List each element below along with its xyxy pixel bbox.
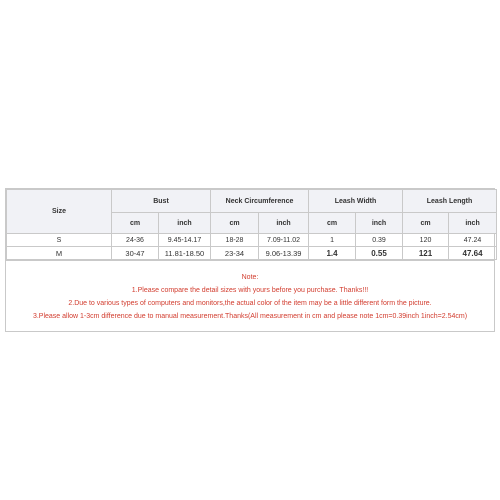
table-cell: 47.24 [449, 234, 497, 247]
size-table [6, 189, 497, 260]
table-cell: 121 [403, 247, 449, 260]
table-cell: 47.64 [449, 247, 497, 260]
size-cell: S [7, 234, 112, 247]
unit-header: cm [309, 213, 356, 234]
unit-header: inch [356, 213, 403, 234]
table-cell: 1.4 [309, 247, 356, 260]
table-cell: 7.09-11.02 [259, 234, 309, 247]
header-leash-width: Leash Width [309, 190, 403, 213]
note-line: 2.Due to various types of computers and monitors,the actual color of the item may be a little different form the picture. [68, 300, 432, 307]
unit-header: inch [259, 213, 309, 234]
table-cell: 11.81-18.50 [159, 247, 211, 260]
table-cell: 0.39 [356, 234, 403, 247]
header-size: Size [7, 190, 112, 234]
table-cell: 18-28 [211, 234, 259, 247]
unit-header: inch [159, 213, 211, 234]
header-leash-length: Leash Length [403, 190, 497, 213]
table-row [7, 247, 497, 260]
note-line: 3.Please allow 1-3cm difference due to manual measurement.Thanks(All measurement in cm and please note 1cm=0.39inch 1inch=2.54cm) [32, 313, 468, 320]
table-cell: 120 [403, 234, 449, 247]
table-cell: 1 [309, 234, 356, 247]
size-cell: M [7, 247, 112, 260]
note-line: 1.Please compare the detail sizes with yours before you purchase. Thanks!!! [131, 287, 369, 294]
unit-header: cm [403, 213, 449, 234]
unit-header: inch [449, 213, 497, 234]
unit-header: cm [112, 213, 159, 234]
size-chart [5, 188, 495, 332]
table-cell: 0.55 [356, 247, 403, 260]
notes-section [6, 260, 494, 331]
table-cell: 23-34 [211, 247, 259, 260]
note-title: Note: [241, 274, 259, 281]
table-row [7, 234, 497, 247]
table-cell: 9.45-14.17 [159, 234, 211, 247]
table-cell: 9.06-13.39 [259, 247, 309, 260]
table-cell: 24-36 [112, 234, 159, 247]
table-cell: 30-47 [112, 247, 159, 260]
header-bust: Bust [112, 190, 211, 213]
unit-header: cm [211, 213, 259, 234]
header-neck-circumference: Neck Circumference [211, 190, 309, 213]
